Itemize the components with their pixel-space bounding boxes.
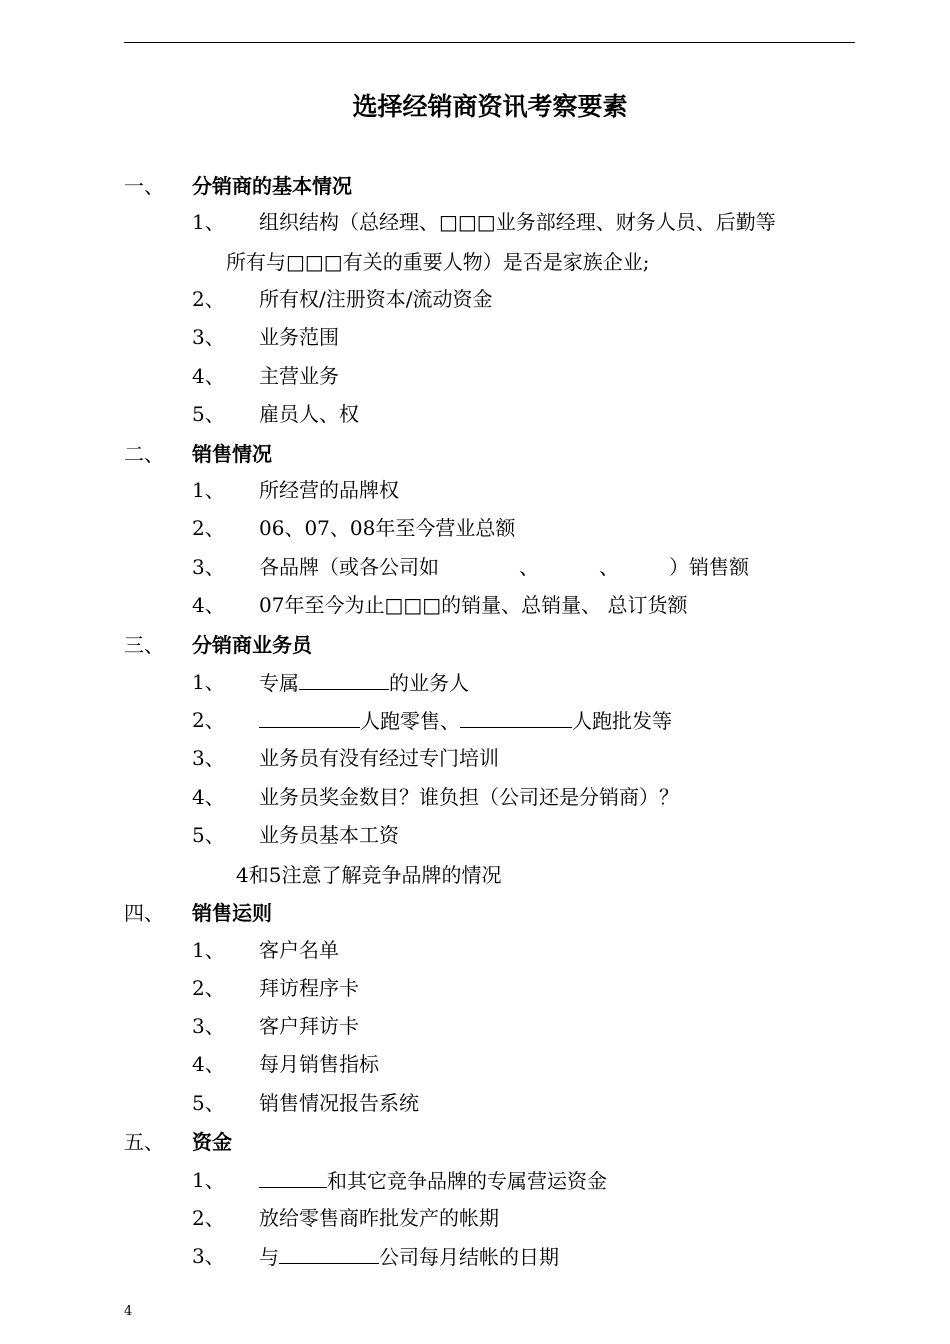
text-part: 、 <box>599 555 619 579</box>
item-number: 3、 <box>192 325 225 349</box>
section-number: 一、 <box>124 174 164 198</box>
item-continuation: 所有与□□□有关的重要人物）是否是家族企业; <box>226 250 650 274</box>
text-part: 人跑批发等 <box>572 709 672 733</box>
item-text: 业务员有没有经过专门培训 <box>259 746 499 770</box>
item-text: 业务员奖金数目？谁负担（公司还是分销商）？ <box>259 785 679 809</box>
item-number: 3、 <box>192 746 225 770</box>
item-text <box>259 705 672 736</box>
item-text: 每月销售指标 <box>259 1052 379 1076</box>
item-number: 3、 <box>192 1244 225 1268</box>
fill-in-blank <box>279 1241 379 1264</box>
item-text <box>259 1165 607 1196</box>
item-number: 5、 <box>192 1091 225 1115</box>
item-text: 客户拜访卡 <box>259 1014 359 1038</box>
text-part: 人跑零售、 <box>360 709 460 733</box>
item-number: 2、 <box>192 287 225 311</box>
item-text: 07年至今为止□□□的销量、总销量、 总订货额 <box>259 593 688 617</box>
text-part: 与 <box>259 1245 279 1269</box>
item-number: 1、 <box>192 938 225 962</box>
page-number: 4 <box>124 1304 133 1319</box>
text-part: 专属 <box>259 671 299 695</box>
item-text: 主营业务 <box>259 364 339 388</box>
section-title: 资金 <box>192 1130 232 1154</box>
item-text: 所经营的品牌权 <box>259 478 399 502</box>
item-text: 拜访程序卡 <box>259 976 359 1000</box>
item-number: 4、 <box>192 785 225 809</box>
section-number: 三、 <box>124 633 164 657</box>
item-number: 3、 <box>192 1014 225 1038</box>
section-number: 四、 <box>124 901 164 925</box>
item-text: 客户名单 <box>259 938 339 962</box>
item-number: 3、 <box>192 555 225 579</box>
item-text: 业务员基本工资 <box>259 823 399 847</box>
section-title: 销售情况 <box>192 442 272 466</box>
item-text: 业务范围 <box>259 325 339 349</box>
item-number: 4、 <box>192 1052 225 1076</box>
item-text: 组织结构（总经理、□□□业务部经理、财务人员、后勤等 <box>259 210 776 234</box>
text-part: 各品牌（或各公司如 <box>259 555 439 579</box>
text-part: 的业务人 <box>389 671 469 695</box>
item-number: 4、 <box>192 364 225 388</box>
section-number: 五、 <box>124 1130 164 1154</box>
item-text: 06、07、08年至今营业总额 <box>259 516 516 540</box>
item-text: 雇员人、权 <box>259 402 359 426</box>
item-number: 4、 <box>192 593 225 617</box>
fill-in-blank <box>259 705 360 728</box>
item-text: 销售情况报告系统 <box>259 1091 419 1115</box>
item-number: 1、 <box>192 478 225 502</box>
text-part: 公司每月结帐的日期 <box>379 1245 559 1269</box>
item-number: 2、 <box>192 516 225 540</box>
item-number: 2、 <box>192 1206 225 1230</box>
section-title: 分销商的基本情况 <box>192 174 352 198</box>
text-part: 、 <box>519 555 539 579</box>
item-number: 2、 <box>192 708 225 732</box>
text-part: ）销售额 <box>669 555 749 579</box>
header-rule <box>124 42 855 43</box>
section-number: 二、 <box>124 442 164 466</box>
document-title: 选择经销商资讯考察要素 <box>352 92 628 121</box>
item-number: 1、 <box>192 210 225 234</box>
item-text <box>259 667 469 698</box>
item-number: 2、 <box>192 976 225 1000</box>
item-text: 放给零售商昨批发产的帐期 <box>259 1206 499 1230</box>
fill-in-blank <box>460 705 572 728</box>
section-title: 销售运则 <box>192 901 272 925</box>
item-number: 1、 <box>192 1168 225 1192</box>
item-number: 5、 <box>192 402 225 426</box>
item-number: 5、 <box>192 823 225 847</box>
item-text <box>259 552 749 582</box>
fill-in-blank <box>259 1165 327 1188</box>
text-part: 和其它竞争品牌的专属营运资金 <box>327 1169 607 1193</box>
section-title: 分销商业务员 <box>192 633 312 657</box>
item-text: 所有权/注册资本/流动资金 <box>259 287 493 311</box>
item-number: 1、 <box>192 670 225 694</box>
fill-in-blank <box>299 667 389 690</box>
section-note: 4和5注意了解竞争品牌的情况 <box>236 863 502 887</box>
item-text <box>259 1241 559 1272</box>
